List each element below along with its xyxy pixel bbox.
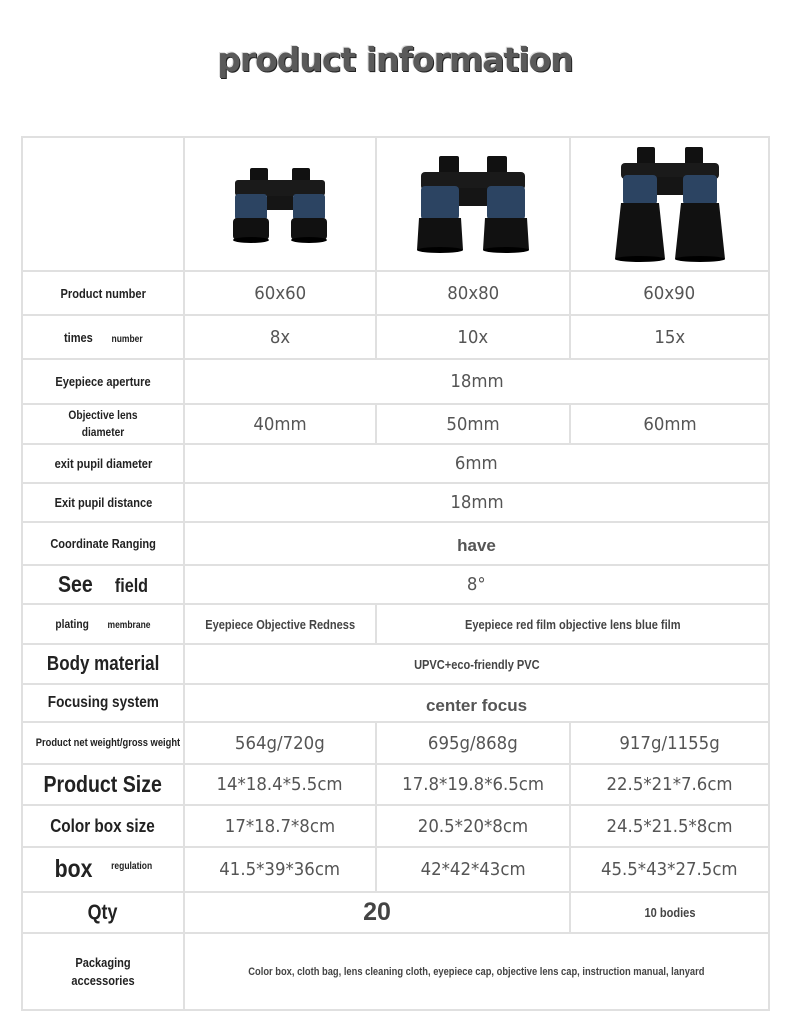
- row-coordinate-ranging: [22, 522, 769, 565]
- value-qty-12: 20: [184, 892, 570, 933]
- label-box-regulation: box $^{regulation}$: [22, 847, 184, 892]
- row-color-box-size: [22, 805, 769, 847]
- value-80x80: 80x80: [376, 271, 570, 315]
- label-product-size: Product Size: [22, 764, 184, 805]
- page-title: product information: [217, 40, 573, 79]
- image-row: [22, 137, 769, 271]
- value-times-1: 8x: [184, 315, 376, 359]
- label-product-number: Product number: [22, 271, 184, 315]
- value-body-material: UPVC+eco-friendly PVC: [184, 644, 769, 684]
- value-size-1: 14*18.4*5.5cm: [184, 764, 376, 805]
- label-exit-pupil-diameter: exit pupil diameter: [22, 444, 184, 483]
- label-times: times number: [22, 315, 184, 359]
- value-size-3: 22.5*21*7.6cm: [570, 764, 769, 805]
- value-colorbox-1: 17*18.7*8cm: [184, 805, 376, 847]
- row-packaging: [22, 933, 769, 1010]
- label-coordinate-ranging: Coordinate Ranging: [22, 522, 184, 565]
- row-product-size: [22, 764, 769, 805]
- value-objective-1: 40mm: [184, 404, 376, 444]
- value-plating-1: Eyepiece Objective Redness: [184, 604, 376, 644]
- value-coordinate-ranging: have: [184, 522, 769, 565]
- value-times-3: 15x: [570, 315, 769, 359]
- row-box-regulation: [22, 847, 769, 892]
- row-times: [22, 315, 769, 359]
- value-objective-3: 60mm: [570, 404, 769, 444]
- row-objective-lens: [22, 404, 769, 444]
- value-60x60: 60x60: [184, 271, 376, 315]
- row-exit-pupil-diameter: [22, 444, 769, 483]
- value-exit-pupil-distance: 18mm: [184, 483, 769, 522]
- binoculars-60x60-icon: [225, 164, 335, 244]
- label-plating: plating membrane: [22, 604, 184, 644]
- value-weight-3: 917g/1155g: [570, 722, 769, 764]
- row-focusing-system: [22, 684, 769, 722]
- label-focusing-system: Focusing system: [22, 684, 184, 722]
- row-weight: [22, 722, 769, 764]
- label-color-box-size: Color box size: [22, 805, 184, 847]
- value-box-2: 42*42*43cm: [376, 847, 570, 892]
- value-size-2: 17.8*19.8*6.5cm: [376, 764, 570, 805]
- value-colorbox-3: 24.5*21.5*8cm: [570, 805, 769, 847]
- empty-corner-cell: [22, 137, 184, 271]
- value-objective-2: 50mm: [376, 404, 570, 444]
- row-see-field: [22, 565, 769, 604]
- label-exit-pupil-distance: Exit pupil distance: [22, 483, 184, 522]
- value-see-field: 8°: [184, 565, 769, 604]
- value-focusing-system: center focus: [184, 684, 769, 722]
- product-image-80x80: [376, 137, 570, 271]
- value-eyepiece-aperture: 18mm: [184, 359, 769, 404]
- value-box-1: 41.5*39*36cm: [184, 847, 376, 892]
- product-image-60x90: [570, 137, 769, 271]
- row-eyepiece-aperture: [22, 359, 769, 404]
- row-plating: [22, 604, 769, 644]
- row-body-material: [22, 644, 769, 684]
- value-weight-1: 564g/720g: [184, 722, 376, 764]
- label-packaging: Packaging accessories: [22, 933, 184, 1010]
- spec-table: [21, 136, 770, 1011]
- label-objective-lens: Objective lens diameter: [22, 404, 184, 444]
- binoculars-80x80-icon: [413, 154, 533, 254]
- row-qty: [22, 892, 769, 933]
- value-times-2: 10x: [376, 315, 570, 359]
- value-qty-3: 10 bodies: [570, 892, 769, 933]
- product-image-60x60: [184, 137, 376, 271]
- label-body-material: Body material: [22, 644, 184, 684]
- value-60x90: 60x90: [570, 271, 769, 315]
- label-eyepiece-aperture: Eyepiece aperture: [22, 359, 184, 404]
- row-product-number: [22, 271, 769, 315]
- value-weight-2: 695g/868g: [376, 722, 570, 764]
- value-colorbox-2: 20.5*20*8cm: [376, 805, 570, 847]
- value-plating-23: Eyepiece red film objective lens blue film: [376, 604, 769, 644]
- label-weight: Product net weight/gross weight: [22, 722, 184, 764]
- value-exit-pupil-diameter: 6mm: [184, 444, 769, 483]
- row-exit-pupil-distance: [22, 483, 769, 522]
- label-see-field: See field: [22, 565, 184, 604]
- value-box-3: 45.5*43*27.5cm: [570, 847, 769, 892]
- value-packaging: Color box, cloth bag, lens cleaning cloth, eyepiece cap, objective lens cap, instruction manual, lanyard: [184, 933, 769, 1010]
- binoculars-60x90-icon: [615, 145, 725, 263]
- label-qty: Qty: [22, 892, 184, 933]
